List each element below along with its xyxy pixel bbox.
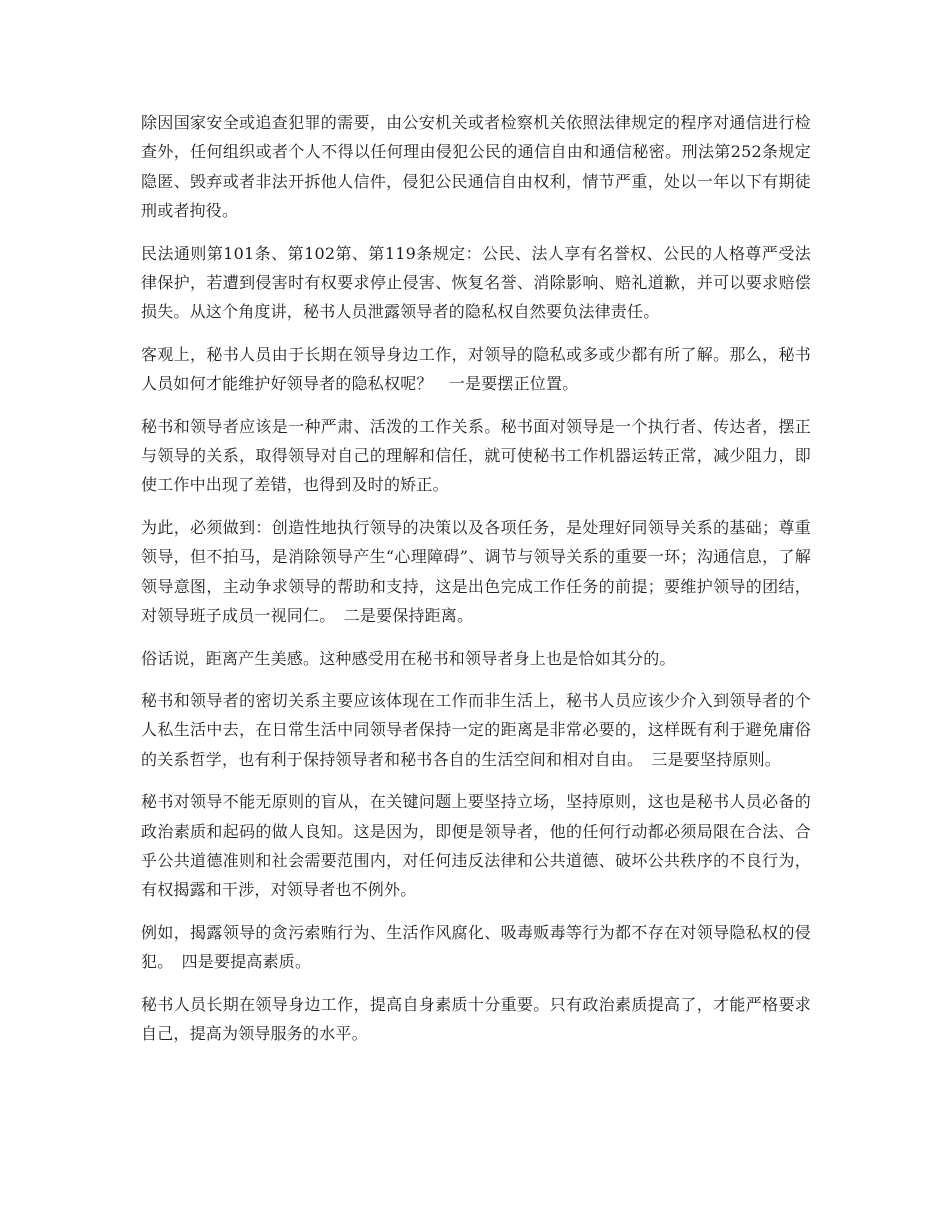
paragraph-3: 客观上，秘书人员由于长期在领导身边工作，对领导的隐私或多或少都有所了解。那么，秘书人员如何才能维护好领导者的隐私权呢？ 一是要摆正位置。 <box>141 344 811 394</box>
paragraph-1: 除因国家安全或追查犯罪的需要，由公安机关或者检察机关依照法律规定的程序对通信进行检查外，任何组织或者个人不得以任何理由侵犯公民的通信自由和通信秘密。刑法第252条规定隐匿、毁弃或者非法开拆他人信件，侵犯公民通信自由权利，情节严重，处以一年以下有期徒刑或者拘役。 <box>141 113 811 221</box>
paragraph-10: 秘书人员长期在领导身边工作，提高自身素质十分重要。只有政治素质提高了，才能严格要求自己，提高为领导服务的水平。 <box>141 994 811 1043</box>
paragraph-4: 秘书和领导者应该是一种严肃、活泼的工作关系。秘书面对领导是一个执行者、传达者，摆正与领导的关系，取得领导对自己的理解和信任，就可使秘书工作机器运转正常，减少阻力，即使工作中出现了差错，也得到及时的矫正。 <box>141 416 811 495</box>
paragraph-5: 为此，必须做到：创造性地执行领导的决策以及各项任务，是处理好同领导关系的基础；尊重领导，但不拍马，是消除领导产生“心理障碍”、调节与领导关系的重要一环；沟通信息，了解领导意图，主动争求领导的帮助和支持，这是出色完成工作任务的前提；要维护领导的团结，对领导班子成员一视同仁。 二是要保持距离。 <box>141 517 811 626</box>
paragraph-8: 秘书对领导不能无原则的盲从，在关键问题上要坚持立场，坚持原则，这也是秘书人员必备的政治素质和起码的做人良知。这是因为，即便是领导者，他的任何行动都必须局限在合法、合乎公共道德准则和社会需要范围内，对任何违反法律和公共道德、破坏公共秩序的不良行为，有权揭露和干涉，对领导者也不例外。 <box>141 792 811 900</box>
paragraph-2: 民法通则第101条、第102第、第119条规定：公民、法人享有名誉权、公民的人格尊严受法律保护，若遭到侵害时有权要求停止侵害、恢复名誉、消除影响、赔礼道歉，并可以要求赔偿损失。从这个角度讲，秘书人员泄露领导者的隐私权自然要负法律责任。 <box>141 243 811 322</box>
paragraph-9: 例如，揭露领导的贪污索贿行为、生活作风腐化、吸毒贩毒等行为都不存在对领导隐私权的侵犯。 四是要提高素质。 <box>141 922 811 972</box>
paragraph-7: 秘书和领导者的密切关系主要应该体现在工作而非生活上，秘书人员应该少介入到领导者的个人私生活中去，在日常生活中同领导者保持一定的距离是非常必要的，这样既有利于避免庸俗的关系哲学，也有利于保持领导者和秘书各自的生活空间和相对自由。 三是要坚持原则。 <box>141 690 811 769</box>
document-body <box>141 108 811 1061</box>
paragraph-6: 俗话说，距离产生美感。这种感受用在秘书和领导者身上也是恰如其分的。 <box>141 648 676 668</box>
